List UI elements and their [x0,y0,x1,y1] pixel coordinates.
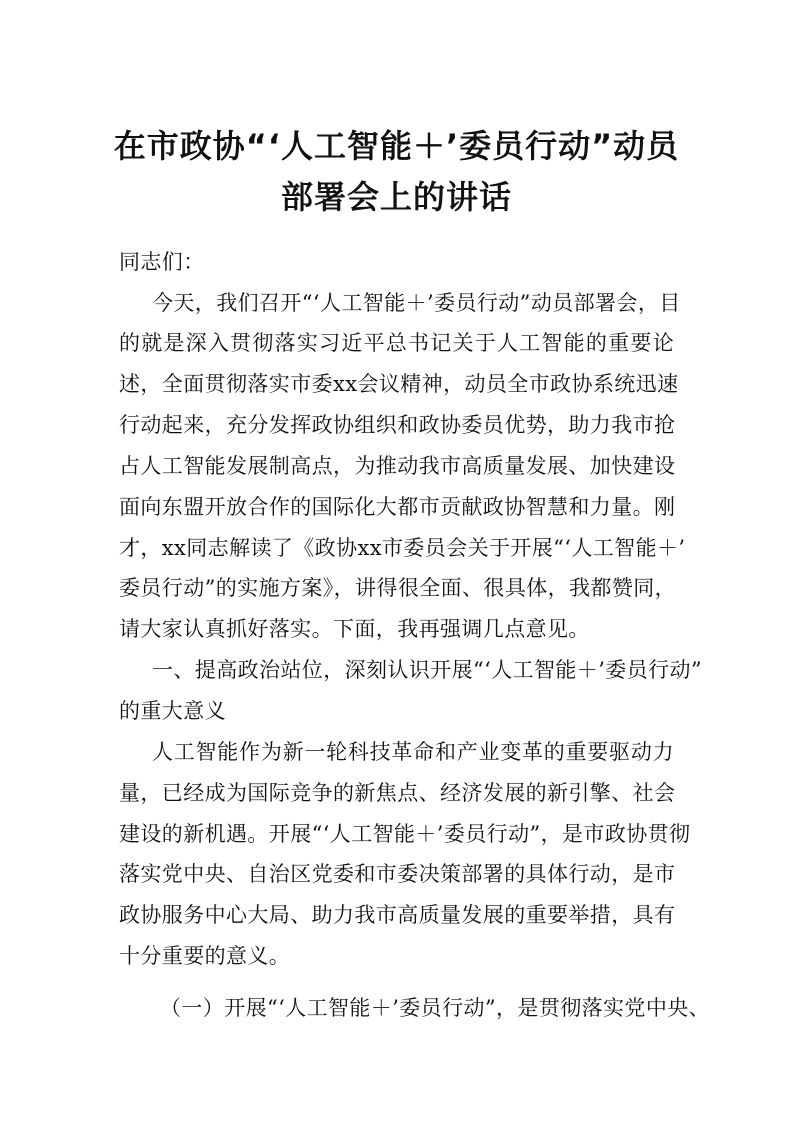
section-heading-line: 的重大意义 [119,699,226,723]
salutation: 同志们： [119,250,205,274]
paragraph-line: 占人工智能发展制高点，为推动我市高质量发展、加快建设 [119,454,676,478]
paragraph-line: 人工智能作为新一轮科技革命和产业变革的重要驱动力 [152,740,674,764]
paragraph-line: 才，xx同志解读了《政协xx市委员会关于开展“‘人工智能＋’ [119,536,686,560]
document-title-line-2: 部署会上的讲话 [280,178,512,216]
paragraph-line: 今天，我们召开“‘人工智能＋’委员行动”动员部署会，目 [152,291,681,315]
paragraph-line: 量，已经成为国际竞争的新焦点、经济发展的新引擎、社会 [119,781,676,805]
document-title-line-1: 在市政协“‘人工智能＋’委员行动”动员 [113,127,680,165]
paragraph-line: 的就是深入贯彻落实习近平总书记关于人工智能的重要论 [119,331,674,355]
paragraph-line: 委员行动”的实施方案》，讲得很全面、很具体，我都赞同， [119,576,677,600]
subsection-heading-line: （一）开展“‘人工智能＋’委员行动”，是贯彻落实党中央、 [160,996,711,1020]
paragraph-line: 十分重要的意义。 [119,944,291,968]
paragraph-line: 请大家认真抓好落实。下面，我再强调几点意见。 [119,617,590,641]
paragraph-line: 行动起来，充分发挥政协组织和政协委员优势，助力我市抢 [119,413,676,437]
paragraph-line: 落实党中央、自治区党委和市委决策部署的具体行动，是市 [119,862,676,886]
paragraph-line: 述，全面贯彻落实市委xx会议精神，动员全市政协系统迅速 [119,372,679,396]
paragraph-line: 政协服务中心大局、助力我市高质量发展的重要举措，具有 [119,903,676,927]
section-heading-line: 一、提高政治站位，深刻认识开展“‘人工智能＋’委员行动” [152,658,703,682]
paragraph-line: 建设的新机遇。开展“‘人工智能＋’委员行动”，是市政协贯彻 [119,822,691,846]
paragraph-line: 面向东盟开放合作的国际化大都市贡献政协智慧和力量。刚 [119,495,676,519]
